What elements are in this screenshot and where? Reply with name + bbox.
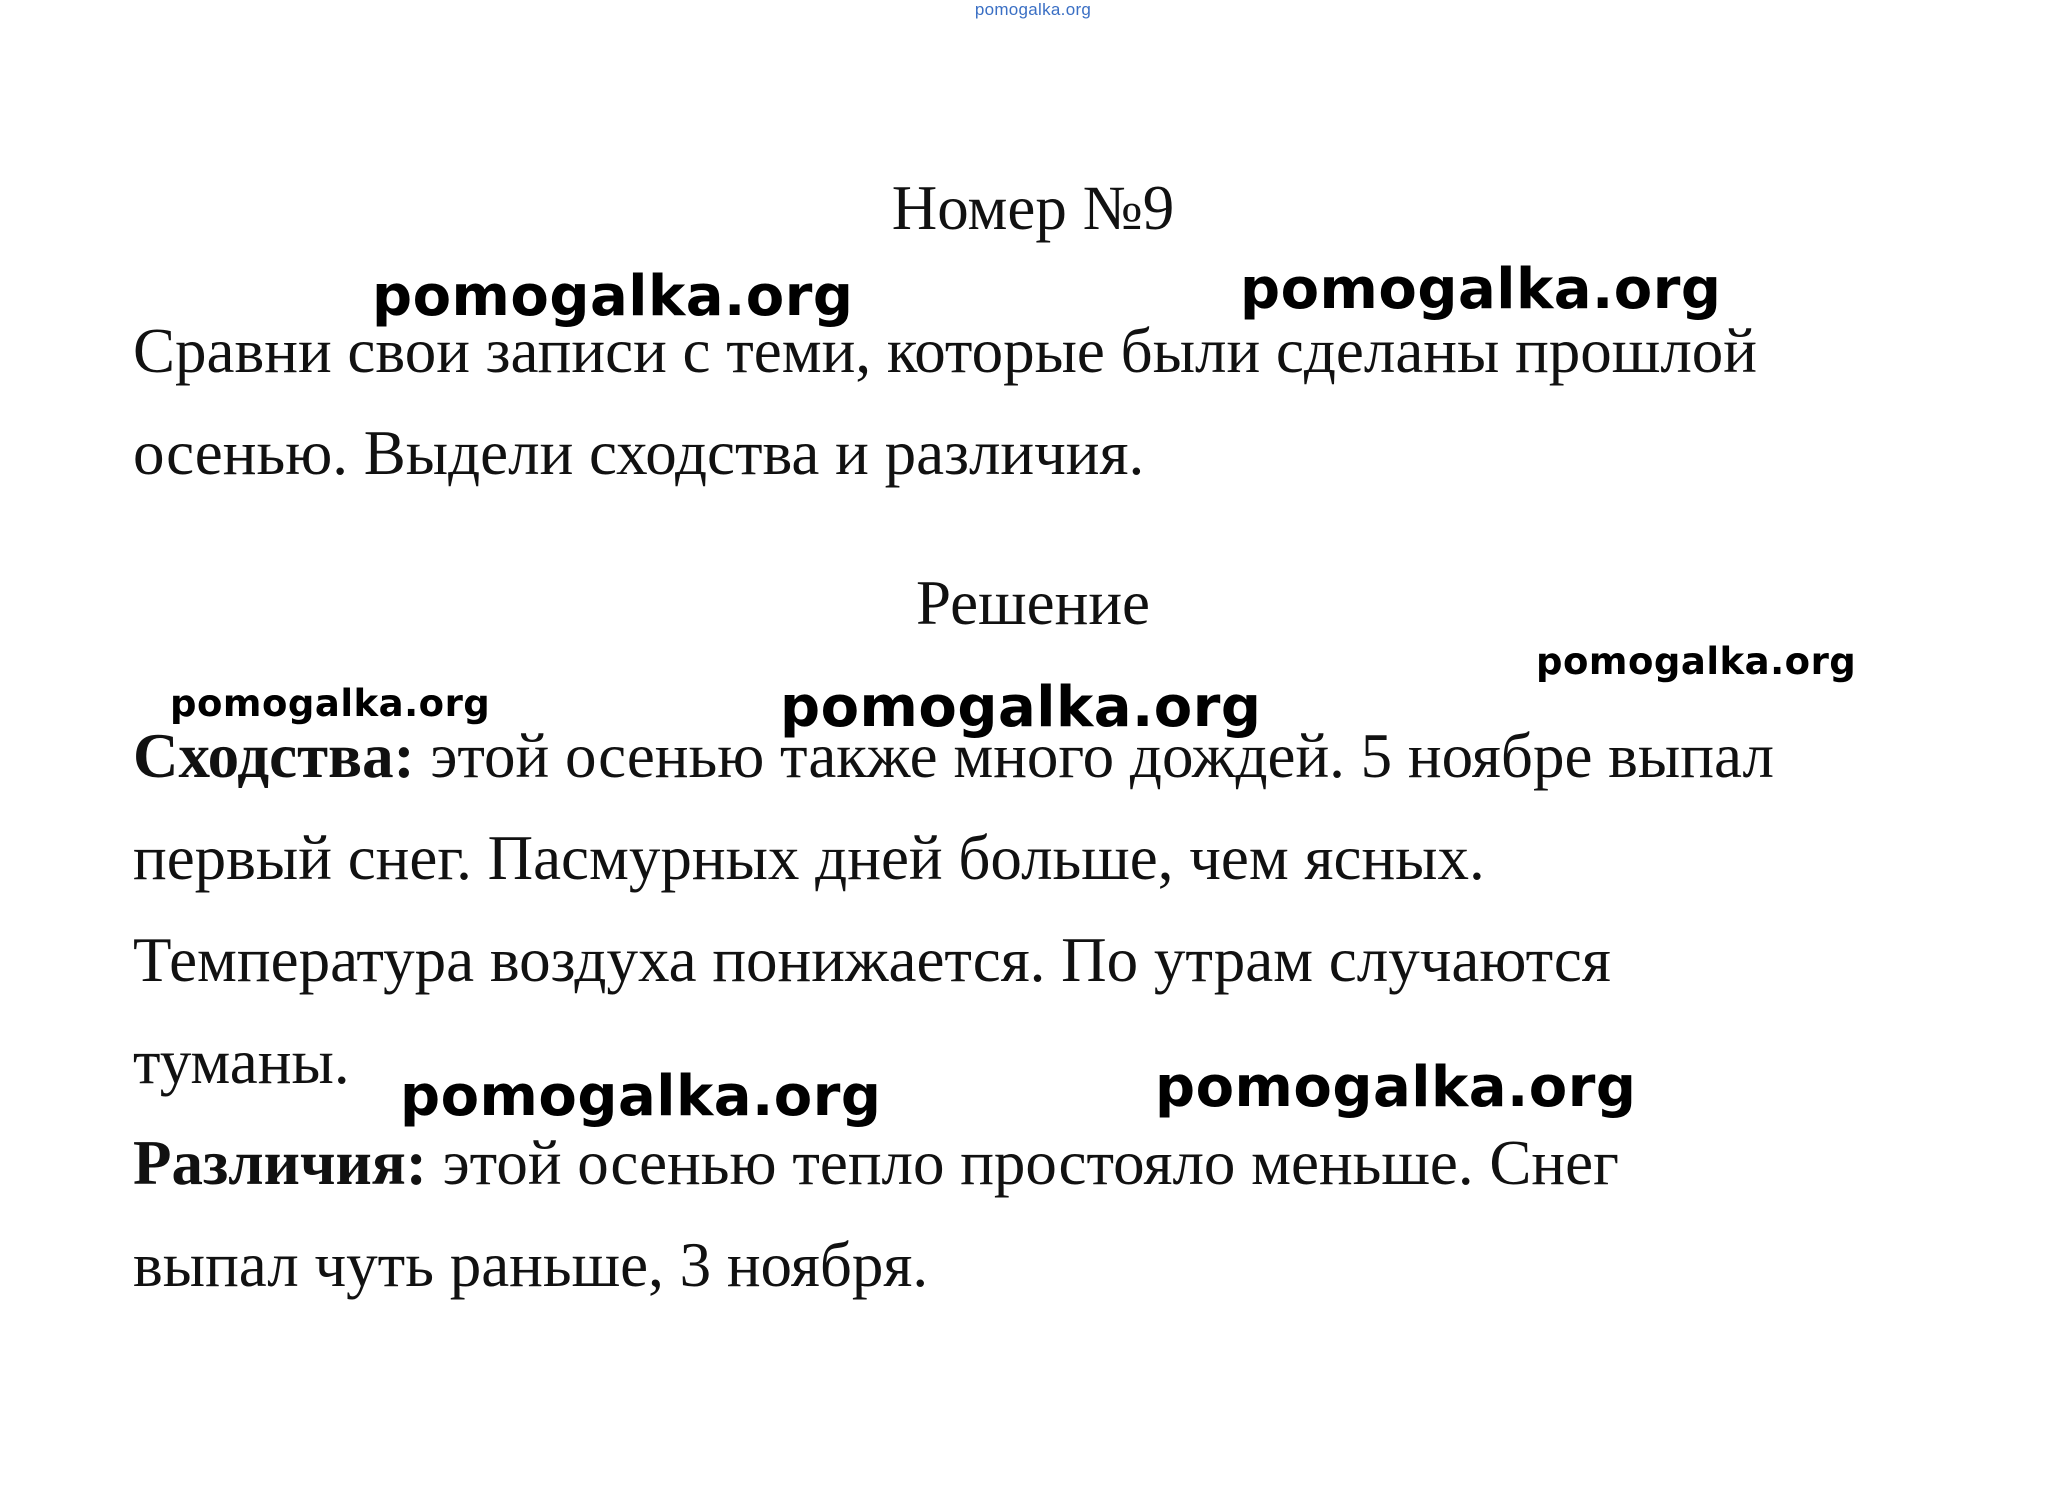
watermark: pomogalka.org bbox=[170, 682, 491, 725]
site-mark[interactable]: pomogalka.org bbox=[974, 0, 1092, 19]
similarities-label: Сходства: bbox=[133, 721, 415, 791]
question-text bbox=[133, 300, 1757, 504]
watermark: pomogalka.org bbox=[400, 1064, 882, 1129]
differences-text: этой осенью тепло простояло меньше. Снег bbox=[426, 1128, 1619, 1198]
task-title: Номер №9 bbox=[891, 173, 1175, 243]
differences-label: Различия: bbox=[133, 1128, 427, 1198]
similarities-line: первый снег. Пасмурных дней больше, чем ясных. bbox=[133, 823, 1485, 893]
similarities-text: этой осенью также много дождей. 5 ноябре выпал bbox=[414, 721, 1774, 791]
watermark: pomogalka.org bbox=[372, 264, 854, 329]
watermark: pomogalka.org bbox=[780, 675, 1262, 740]
question-line: осенью. Выдели сходства и различия. bbox=[133, 418, 1145, 488]
watermark: pomogalka.org bbox=[1240, 257, 1722, 322]
similarities-line: туманы. bbox=[133, 1027, 350, 1097]
differences-paragraph bbox=[133, 1112, 1619, 1316]
differences-line: выпал чуть раньше, 3 ноября. bbox=[133, 1230, 929, 1300]
watermark: pomogalka.org bbox=[1536, 640, 1857, 683]
solution-heading: Решение bbox=[915, 568, 1151, 638]
similarities-paragraph bbox=[133, 705, 1774, 1113]
watermark: pomogalka.org bbox=[1155, 1055, 1637, 1120]
similarities-line: Температура воздуха понижается. По утрам случаются bbox=[133, 925, 1611, 995]
question-line: Сравни свои записи с теми, которые были сделаны прошлой bbox=[133, 316, 1757, 386]
